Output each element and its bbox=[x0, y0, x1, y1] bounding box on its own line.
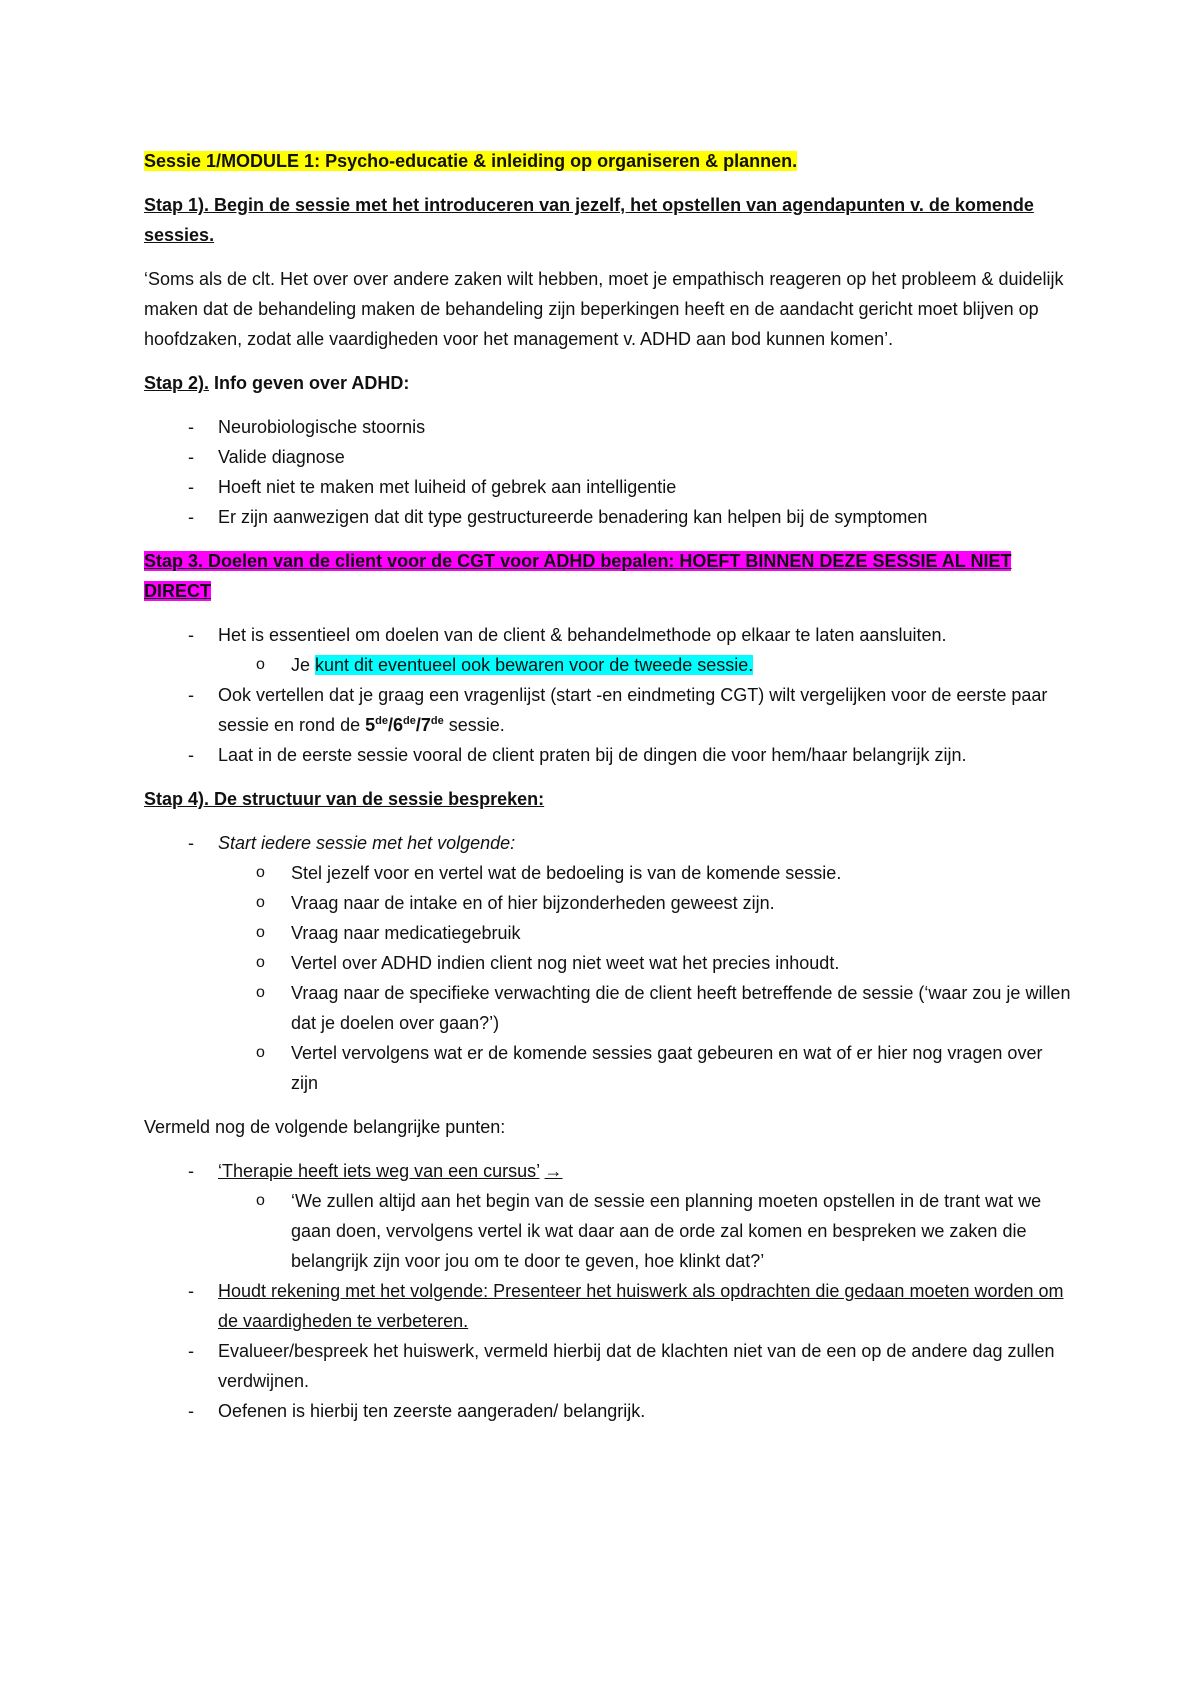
list-item-text: Houdt rekening met het volgende: Presenteer het huiswerk als opdrachten die gedaan moeten worden om de vaardigheden te verbeteren. bbox=[218, 1281, 1064, 1331]
list-item-text: Oefenen is hierbij ten zeerste aangeraden/ belangrijk. bbox=[218, 1401, 646, 1421]
sub-item-text: Vraag naar de specifieke verwachting die de client heeft betreffende de sessie (‘waar zou je willen dat je doelen over gaan?’) bbox=[291, 983, 1071, 1033]
circle-bullet: o bbox=[256, 924, 265, 941]
slash: / bbox=[387, 715, 393, 735]
circle-bullet: o bbox=[256, 984, 265, 1001]
dash-bullet: - bbox=[188, 1161, 194, 1181]
session-numbers bbox=[365, 715, 444, 735]
dash-bullet: - bbox=[188, 1401, 194, 1421]
dash-bullet: - bbox=[188, 417, 194, 437]
list-item-text: ‘Therapie heeft iets weg van een cursus’ bbox=[218, 1161, 540, 1181]
step4-label: Stap 4). bbox=[144, 789, 210, 809]
step2-label: Stap 2). bbox=[144, 373, 210, 393]
list-item-text: Hoeft niet te maken met luiheid of gebrek aan intelligentie bbox=[218, 477, 677, 497]
circle-bullet: o bbox=[256, 864, 265, 881]
sub-list-item bbox=[144, 650, 1074, 680]
points-intro: Vermeld nog de volgende belangrijke punten: bbox=[144, 1117, 506, 1137]
list-item bbox=[144, 1156, 1074, 1186]
list-item bbox=[144, 680, 1074, 740]
dash-bullet: - bbox=[188, 685, 194, 705]
list-item bbox=[144, 442, 1074, 472]
sub-item-text: Vraag naar medicatiegebruik bbox=[291, 923, 521, 943]
step3-heading-text: Stap 3. Doelen van de client voor de CGT voor ADHD bepalen: HOEFT BINNEN DEZE SESSIE AL NIET DIRECT bbox=[144, 551, 1012, 601]
arrow-right-icon: → bbox=[544, 1161, 563, 1181]
sub-list-item bbox=[144, 978, 1074, 1038]
circle-bullet: o bbox=[256, 656, 265, 673]
dash-bullet: - bbox=[188, 625, 194, 645]
circle-bullet: o bbox=[256, 1192, 265, 1209]
list-item bbox=[144, 502, 1074, 532]
number-5: 5 bbox=[365, 715, 376, 735]
dash-bullet: - bbox=[188, 1341, 194, 1361]
circle-bullet: o bbox=[256, 894, 265, 911]
session-title-text: Sessie 1/MODULE 1: Psycho-educatie & inleiding op organiseren & plannen. bbox=[144, 151, 798, 171]
points-list bbox=[144, 1156, 1074, 1426]
list-item bbox=[144, 412, 1074, 442]
list-item-text: Neurobiologische stoornis bbox=[218, 417, 426, 437]
step3-list bbox=[144, 620, 1074, 770]
list-item bbox=[144, 1396, 1074, 1426]
list-item-text: Het is essentieel om doelen van de client & behandelmethode op elkaar te laten aansluiten. bbox=[218, 625, 947, 645]
sub-list-item bbox=[144, 918, 1074, 948]
list-item bbox=[144, 1276, 1074, 1336]
list-item-text: Start iedere sessie met het volgende: bbox=[218, 833, 516, 853]
sub-item-text: Vertel vervolgens wat er de komende sessies gaat gebeuren en wat of er hier nog vragen over zijn bbox=[291, 1043, 1043, 1093]
step3-heading bbox=[144, 546, 1074, 606]
list-item-text: Evalueer/bespreek het huiswerk, vermeld hierbij dat de klachten niet van de een op de andere dag zullen verdwijnen. bbox=[218, 1341, 1055, 1391]
step4-heading bbox=[144, 784, 1074, 814]
dash-bullet: - bbox=[188, 447, 194, 467]
sub-item-highlight: kunt dit eventueel ook bewaren voor de tweede sessie. bbox=[315, 655, 754, 675]
list-item bbox=[144, 1336, 1074, 1396]
sub-list-item bbox=[144, 888, 1074, 918]
step2-text: Info geven over ADHD: bbox=[209, 373, 410, 393]
dash-bullet: - bbox=[188, 507, 194, 527]
step4-list bbox=[144, 828, 1074, 1098]
list-item bbox=[144, 740, 1074, 770]
list-item-text: Er zijn aanwezigen dat dit type gestructureerde benadering kan helpen bij de symptomen bbox=[218, 507, 928, 527]
step4-text: De structuur van de sessie bespreken: bbox=[209, 789, 545, 809]
step1-label: Stap 1). bbox=[144, 195, 210, 215]
list-item-text: Valide diagnose bbox=[218, 447, 345, 467]
superscript-de: de bbox=[430, 715, 444, 727]
sub-item-text: Vraag naar de intake en of hier bijzonderheden geweest zijn. bbox=[291, 893, 775, 913]
number-7: 7 bbox=[420, 715, 431, 735]
step2-heading bbox=[144, 368, 1074, 398]
step1-text: Begin de sessie met het introduceren van jezelf, het opstellen van agendapunten v. de komende sessies. bbox=[144, 195, 1034, 245]
sub-item-text: ‘We zullen altijd aan het begin van de sessie een planning moeten opstellen in de trant wat we gaan doen, vervolgens vertel ik wat daar aan de orde zal komen en bespreken we zaken die belangrijk zijn voor jou om te door te geven, hoe klinkt dat?’ bbox=[291, 1191, 1042, 1271]
circle-bullet: o bbox=[256, 1044, 265, 1061]
list-item bbox=[144, 620, 1074, 650]
session-title bbox=[144, 146, 1074, 176]
list-item bbox=[144, 472, 1074, 502]
list-item bbox=[144, 828, 1074, 858]
sub-list-item bbox=[144, 858, 1074, 888]
number-6: 6 bbox=[392, 715, 403, 735]
superscript-de: de bbox=[402, 715, 416, 727]
dash-bullet: - bbox=[188, 1281, 194, 1301]
dash-bullet: - bbox=[188, 833, 194, 853]
sub-item-text: Vertel over ADHD indien client nog niet weet wat het precies inhoudt. bbox=[291, 953, 840, 973]
list-item-end: sessie. bbox=[443, 715, 505, 735]
sub-list-item bbox=[144, 1038, 1074, 1098]
sub-item-text: Stel jezelf voor en vertel wat de bedoeling is van de komende sessie. bbox=[291, 863, 842, 883]
slash: / bbox=[415, 715, 421, 735]
step1-quote: ‘Soms als de clt. Het over over andere zaken wilt hebben, moet je empathisch reageren op het probleem & duidelijk maken dat de behandeling maken de behandeling zijn beperkingen heeft en de aandacht gericht moet blijven op hoofdzaken, zodat alle vaardigheden voor het management v. ADHD aan bod kunnen komen’. bbox=[144, 269, 1064, 349]
sub-list-item bbox=[144, 948, 1074, 978]
step1-heading bbox=[144, 190, 1074, 250]
list-item-text: Laat in de eerste sessie vooral de client praten bij de dingen die voor hem/haar belangrijk zijn. bbox=[218, 745, 967, 765]
sub-list-item bbox=[144, 1186, 1074, 1276]
superscript-de: de bbox=[375, 715, 388, 727]
circle-bullet: o bbox=[256, 954, 265, 971]
dash-bullet: - bbox=[188, 745, 194, 765]
list-item-text: Ook vertellen dat je graag een vragenlijst (start -en eindmeting CGT) wilt vergelijken voor de eerste paar sessie en rond de bbox=[218, 685, 1048, 735]
document-content bbox=[144, 146, 1074, 1440]
sub-item-prefix: Je bbox=[291, 655, 316, 675]
dash-bullet: - bbox=[188, 477, 194, 497]
step2-list bbox=[144, 412, 1074, 532]
